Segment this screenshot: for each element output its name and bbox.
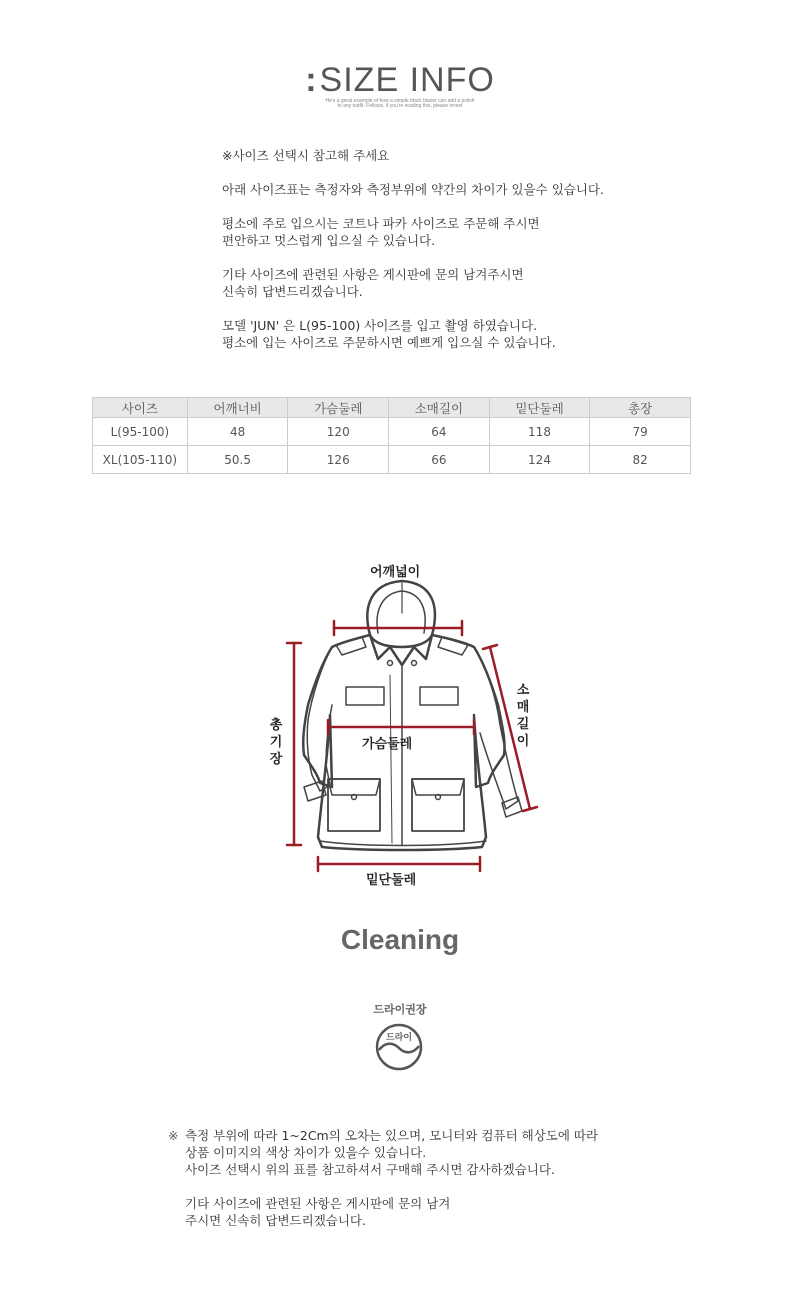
table-cell: 82: [590, 446, 691, 474]
jacket-measurement-diagram: [262, 555, 552, 895]
table-cell: 50.5: [187, 446, 288, 474]
sleeve-length-char: 길: [516, 717, 530, 732]
note-line: 아래 사이즈표는 측정자와 측정부위에 약간의 차이가 있을수 있습니다.: [222, 182, 604, 197]
note-spacer: [222, 198, 742, 215]
note-spacer: [222, 300, 742, 317]
total-length-char: 기: [269, 735, 283, 750]
table-cell: 126: [288, 446, 389, 474]
subtitle-line-1: He's a great example of how a simple black blazer can add a polish: [325, 98, 475, 104]
notice-spacer: [185, 1178, 768, 1195]
notice-body: [185, 1127, 768, 1229]
title-text: SIZE INFO: [319, 61, 495, 99]
table-row: [93, 418, 691, 446]
table-header-cell: 어깨너비: [187, 398, 288, 418]
table-header-cell: 가슴둘레: [288, 398, 389, 418]
table-cell: 66: [389, 446, 490, 474]
table-cell: 79: [590, 418, 691, 446]
sleeve-length-char: 이: [516, 734, 530, 749]
notice-line: 주시면 신속히 답변드리겠습니다.: [185, 1213, 366, 1228]
jacket-illustration: [262, 555, 552, 895]
note-line: 평소에 주로 입으시는 코트나 파카 사이즈로 주문해 주시면: [222, 216, 540, 231]
note-line: 평소에 입는 사이즈로 주문하시면 예쁘게 입으실 수 있습니다.: [222, 335, 556, 350]
care-icon-text: 드라이: [385, 1033, 413, 1043]
size-info-header: [0, 60, 800, 110]
note-line: ※사이즈 선택시 참고해 주세요: [222, 148, 390, 163]
note-line: 신속히 답변드리겠습니다.: [222, 284, 363, 299]
notice-line: 사이즈 선택시 위의 표를 참고하셔서 구매해 주시면 감사하겠습니다.: [185, 1162, 555, 1177]
table-cell: 120: [288, 418, 389, 446]
table-header-cell: 밑단둘레: [489, 398, 590, 418]
note-line: 편안하고 멋스럽게 입으실 수 있습니다.: [222, 233, 436, 248]
note-spacer: [222, 164, 742, 181]
table-cell: L(95-100): [93, 418, 188, 446]
sleeve-length-char: 소: [516, 683, 530, 698]
table-cell: 48: [187, 418, 288, 446]
total-length-char: 장: [269, 752, 283, 767]
note-line: 모델 'JUN' 은 L(95-100) 사이즈를 입고 촬영 하였습니다.: [222, 318, 538, 333]
cleaning-title: Cleaning: [340, 924, 460, 955]
care-label: 드라이권장: [373, 1003, 427, 1016]
hem-label: 밑단둘레: [366, 873, 417, 888]
notice-mark: ※: [168, 1128, 179, 1143]
table-header-row: [93, 398, 691, 418]
total-length-label: [268, 717, 284, 768]
total-length-char: 총: [269, 718, 283, 733]
page-title: [0, 60, 800, 100]
table-header-cell: 소매길이: [389, 398, 490, 418]
table-cell: 64: [389, 418, 490, 446]
size-table: [92, 397, 691, 474]
table-row: [93, 446, 691, 474]
sleeve-length-label: [515, 682, 531, 750]
table-cell: XL(105-110): [93, 446, 188, 474]
notice-line: 기타 사이즈에 관련된 사항은 게시판에 문의 남겨: [185, 1196, 451, 1211]
notice: [168, 1127, 768, 1229]
subtitle-line-2: to any outfit. Fellows, if you're reading this, please invest: [337, 103, 463, 109]
notice-line: 상품 이미지의 색상 차이가 있을수 있습니다.: [185, 1145, 427, 1160]
note-line: 기타 사이즈에 관련된 사항은 게시판에 문의 남겨주시면: [222, 267, 524, 282]
table-header-cell: 총장: [590, 398, 691, 418]
size-notes: [222, 147, 742, 351]
shoulder-width-label: 어깨넓이: [370, 565, 421, 580]
notice-line: 측정 부위에 따라 1~2Cm의 오차는 있으며, 모니터와 컴퓨터 해상도에 따라: [185, 1128, 599, 1143]
table-header-cell: 사이즈: [93, 398, 188, 418]
sleeve-length-char: 매: [516, 700, 530, 715]
title-mark: :: [305, 61, 318, 99]
chest-label: 가슴둘레: [362, 737, 413, 752]
table-cell: 124: [489, 446, 590, 474]
note-spacer: [222, 249, 742, 266]
table-cell: 118: [489, 418, 590, 446]
